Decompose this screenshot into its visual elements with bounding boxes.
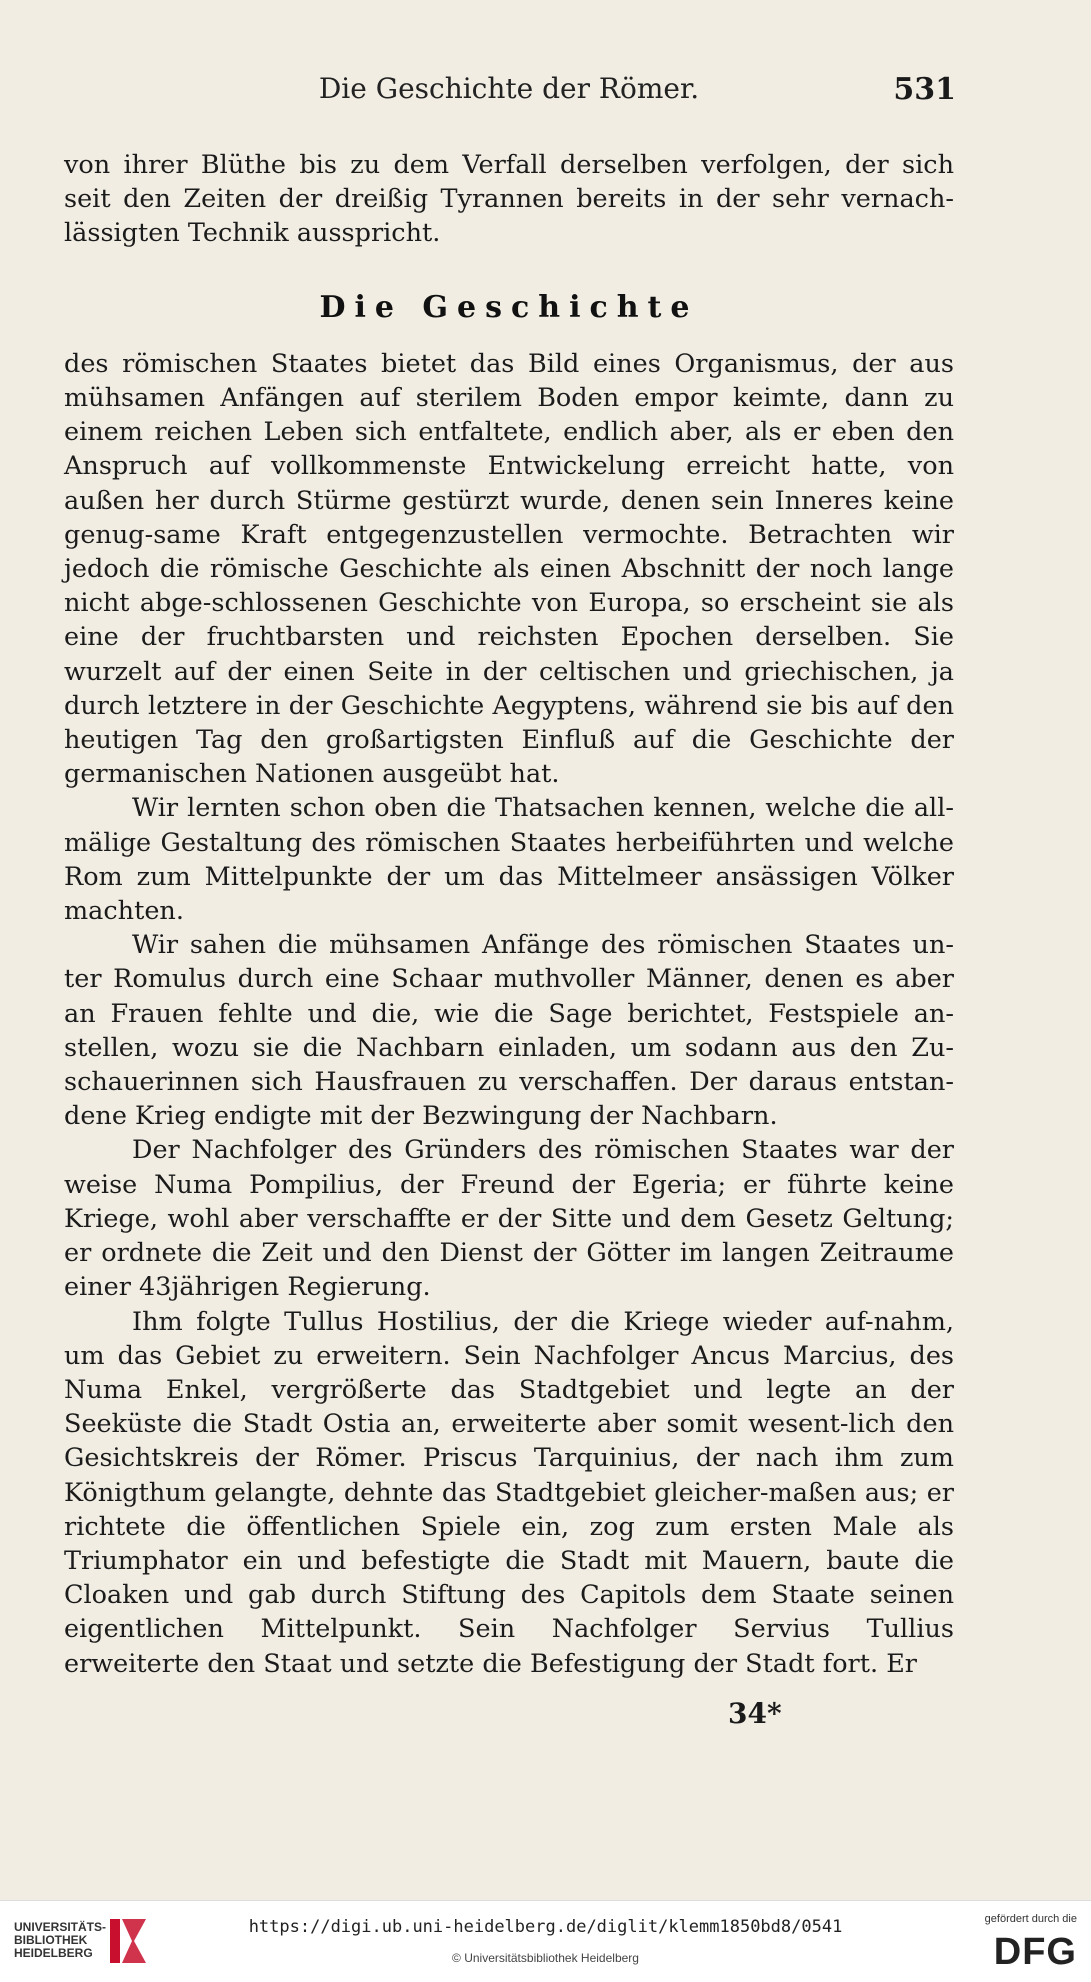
- dfg-logo[interactable]: DFG: [993, 1931, 1077, 1973]
- library-name-line: UNIVERSITÄTS-: [14, 1920, 107, 1934]
- library-name-line: HEIDELBERG: [14, 1946, 93, 1960]
- paragraph: Wir lernten schon oben die Thatsachen kennen, welche die all-mälige Gestaltung des römischen Staates herbeiführten und welche Rom zum Mittelpunkte der um das Mittelmeer ansässigen Völker machten.: [64, 793, 954, 927]
- page-header: [62, 72, 956, 112]
- permalink-url[interactable]: https://digi.ub.uni-heidelberg.de/diglit/klemm1850bd8/0541: [248, 1917, 843, 1937]
- paragraph: Der Nachfolger des Gründers des römischen Staates war der weise Numa Pompilius, der Freund der Egeria; er führte keine Kriege, wohl aber verschaffte er der Sitte und dem Gesetz Geltung; er ordnete die Zeit und den Dienst der Götter im langen Zeitraume einer 43jährigen Regierung.: [64, 1135, 954, 1303]
- paragraph: Wir sahen die mühsamen Anfänge des römischen Staates un-ter Romulus durch eine Schaar muthvoller Männer, denen es aber an Frauen fehlte und die, wie die Sage berichtet, Festspiele an-stellen, wozu sie die Nachbarn einladen, um sodann aus den Zu-schauerinnen sich Hausfrauen zu verschaffen. Der daraus entstan-dene Krieg endigte mit der Bezwingung der Nachbarn.: [64, 930, 954, 1132]
- paragraph: des römischen Staates bietet das Bild eines Organismus, der aus mühsamen Anfängen auf sterilem Boden empor keimte, dann zu einem reichen Leben sich entfaltete, endlich aber, als er eben den Anspruch auf vollkommenste Entwickelung erreicht hatte, von außen her durch Stürme gestürzt wurde, denen sein Inneres keine genug-same Kraft entgegenzustellen vermochte. Betrachten wir jedoch die römische Geschichte als einen Abschnitt der noch lange nicht abge-schlossenen Geschichte von Europa, so erscheint sie als eine der fruchtbarsten und reichsten Epochen derselben. Sie wurzelt auf der einen Seite in der celtischen und griechischen, ja durch letztere in der Geschichte Aegyptens, während sie bis auf den heutigen Tag den großartigsten Einfluß auf die Geschichte der germanischen Nationen ausgeübt hat.: [64, 348, 954, 790]
- page-number: 531: [893, 72, 956, 107]
- library-name-line: BIBLIOTHEK: [14, 1933, 88, 1947]
- body-text: [64, 148, 954, 1681]
- intro-paragraph: von ihrer Blüthe bis zu dem Verfall derselben verfolgen, der sich seit den Zeiten der dreißig Tyrannen bereits in der sehr vernach-lässigten Technik ausspricht.: [64, 150, 954, 249]
- signature-mark: 34*: [728, 1697, 782, 1730]
- viewer-footer: [0, 1900, 1091, 1982]
- funding-label: gefördert durch die: [984, 1913, 1077, 1925]
- copyright-notice: © Universitätsbibliothek Heidelberg: [452, 1951, 639, 1965]
- paragraph: Ihm folgte Tullus Hostilius, der die Kriege wieder auf-nahm, um das Gebiet zu erweitern. Sein Nachfolger Ancus Marcius, des Numa Enkel, vergrößerte das Stadtgebiet und legte an der Seeküste die Stadt Ostia an, erweiterte aber somit wesent-lich den Gesichtskreis der Römer. Priscus Tarquinius, der nach ihm zum Königthum gelangte, dehnte das Stadtgebiet gleicher-maßen aus; er richtete die öffentlichen Spiele ein, zog zum ersten Male als Triumphator ein und befestigte die Stadt mit Mauern, baute die Cloaken und gab durch Stiftung des Capitols dem Staate seinen eigentlichen Mittelpunkt. Sein Nachfolger Servius Tullius erweiterte den Staat und setzte die Befestigung der Stadt fort. Er: [64, 1306, 954, 1679]
- running-title: Die Geschichte der Römer.: [318, 72, 700, 105]
- section-title: Die Geschichte: [319, 289, 699, 325]
